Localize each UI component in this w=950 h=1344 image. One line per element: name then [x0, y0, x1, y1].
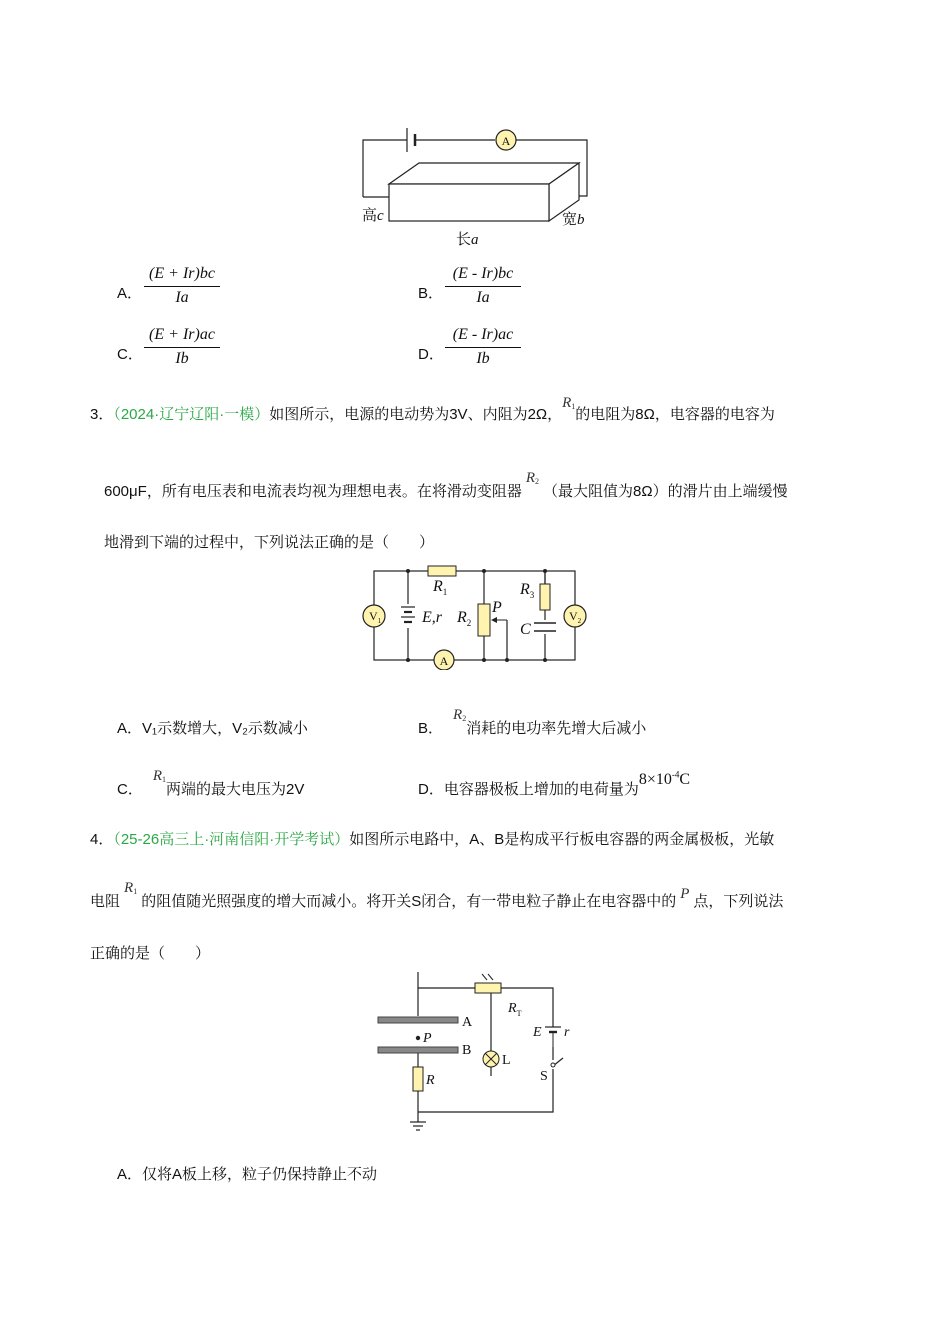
q2-option-a-letter[interactable]: A．	[117, 285, 143, 302]
q4-line2: 电阻$R_1$的阻值随光照强度的增大而减小。将开关S闭合，有一带电粒子静止在电容器中的 P 点，下列说法	[90, 880, 784, 910]
svg-text:r: r	[564, 1025, 570, 1040]
q2-option-b-letter[interactable]: B．	[418, 285, 444, 302]
svg-text:R: R	[426, 1073, 435, 1088]
q3-number: 3．	[90, 406, 114, 423]
q3-line3: 地滑到下端的过程中，下列说法正确的是（ ）	[104, 534, 435, 551]
svg-text:C: C	[520, 621, 531, 638]
svg-text:A: A	[462, 1015, 473, 1030]
svg-text:L: L	[502, 1053, 511, 1068]
label-high: 高c	[362, 208, 384, 224]
q2-option-c-fraction: (E + Ir)ac Ib	[144, 326, 220, 368]
q4-line3: 正确的是（ ）	[90, 945, 211, 962]
q2-option-a-fraction: (E + Ir)bc Ia	[144, 265, 220, 307]
svg-text:RT: $R_T$	[508, 1001, 522, 1018]
q3-option-a[interactable]: A．V₁示数增大，V₂示数减小	[117, 720, 308, 737]
svg-text:P: P	[423, 1031, 432, 1046]
q2-option-d-fraction: (E - Ir)ac Ib	[445, 326, 521, 368]
q2-option-c-letter[interactable]: C．	[117, 346, 143, 363]
label-length: 长a	[456, 232, 479, 248]
svg-text:R3: $R_3$	[520, 581, 535, 600]
q4-line1: 4．（25-26高三上·河南信阳·开学考试）如图所示电路中，A、B是构成平行板电容器的两金属极板，光敏	[90, 831, 775, 848]
q3-circuit-figure	[360, 560, 590, 670]
label-width: 宽b	[562, 212, 585, 228]
q4-option-a[interactable]: A．仅将A板上移，粒子仍保持静止不动	[117, 1166, 378, 1183]
q4-source: （25-26高三上·河南信阳·开学考试）	[113, 831, 350, 848]
q3-option-b[interactable]: B．$R_2$消耗的电功率先增大后减小	[418, 707, 647, 737]
svg-text:S: S	[540, 1069, 548, 1084]
q4-circuit-figure	[370, 972, 585, 1137]
svg-text:B: B	[462, 1043, 472, 1058]
svg-text:V1: $V_1$	[369, 609, 382, 625]
svg-text:A: A	[439, 654, 449, 668]
svg-text:V2: $V_2$	[569, 609, 582, 625]
svg-text:R2: $R_2$	[457, 609, 472, 628]
q3-option-c[interactable]: C．$R_1$两端的最大电压为2V	[117, 768, 305, 798]
q3-line1: 3．（2024·辽宁辽阳·一模）如图所示，电源的电动势为3V、内阻为2Ω，$R_1$的电阻为8Ω，电容器的电容为	[90, 395, 775, 423]
svg-text:E,r: E,r	[422, 609, 442, 626]
svg-text:E: E	[533, 1025, 542, 1040]
q2-option-d-letter[interactable]: D．	[418, 346, 444, 363]
q2-option-b-fraction: (E - Ir)bc Ia	[445, 265, 521, 307]
ammeter-label: A	[501, 134, 511, 148]
q3-source: （2024·辽宁辽阳·一模）	[113, 406, 270, 423]
svg-text:R1: $R_1$	[433, 578, 448, 597]
q3-option-d[interactable]: D．电容器极板上增加的电荷量为$8\times 10^{-4}C$	[418, 769, 691, 798]
q3-line2: 600μF，所有电压表和电流表均视为理想电表。在将滑动变阻器$R_2$（最大阻值为8Ω）的滑片由上端缓慢	[104, 470, 788, 500]
svg-text:P: P	[492, 599, 502, 616]
q4-number: 4．	[90, 831, 114, 848]
block-circuit-figure	[355, 120, 605, 250]
